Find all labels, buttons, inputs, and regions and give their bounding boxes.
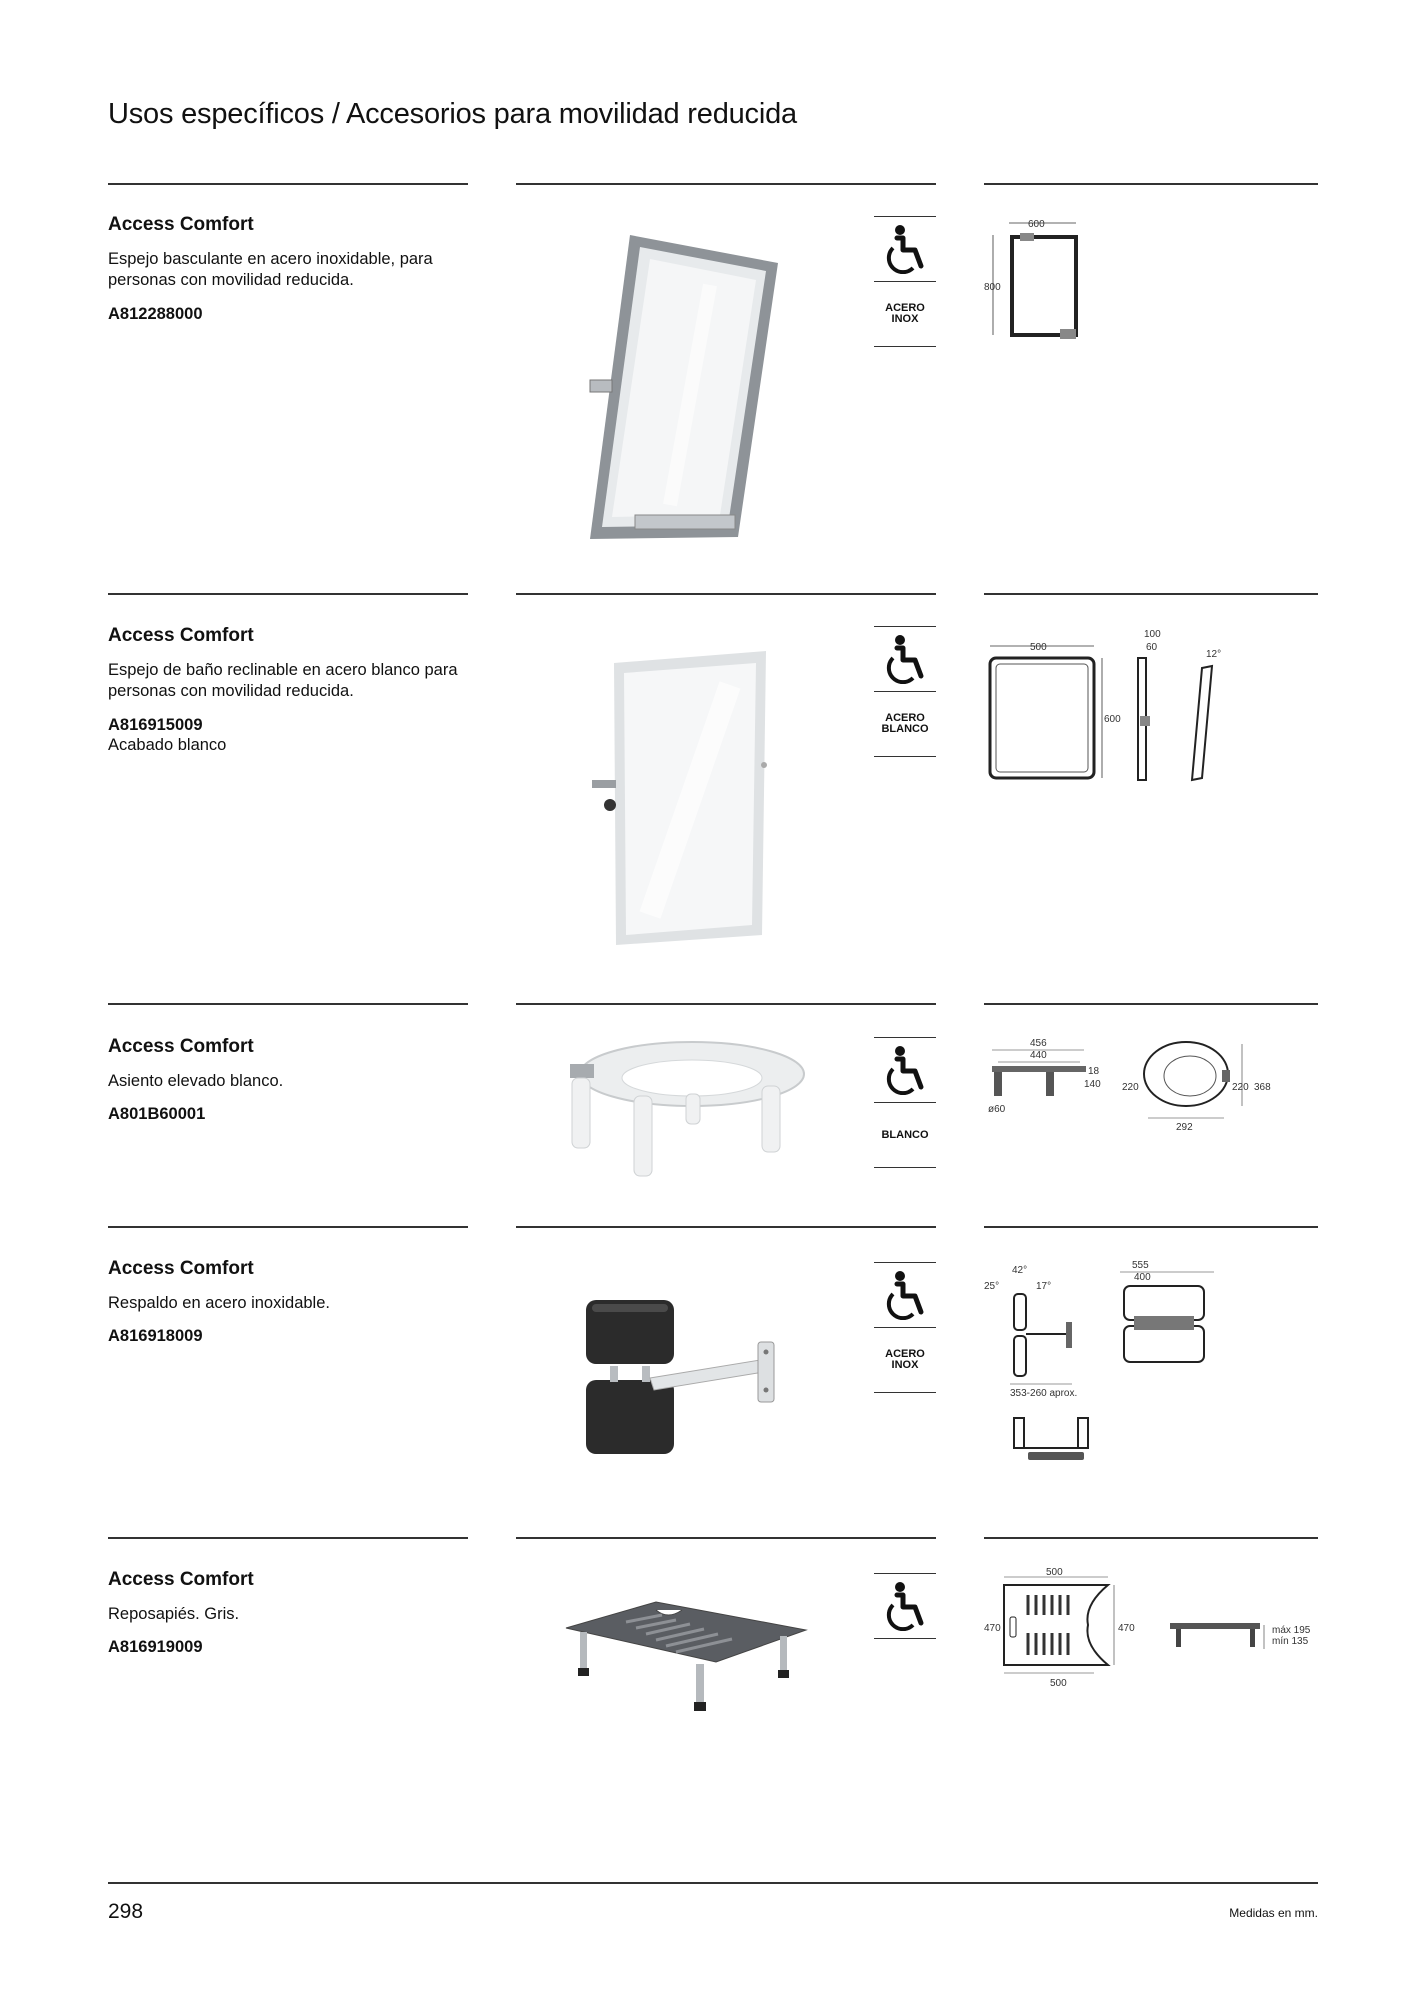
dimension-label: 555: [1132, 1260, 1149, 1271]
technical-drawing: [984, 205, 1104, 350]
product-name: Access Comfort: [108, 1258, 254, 1279]
divider: [108, 1226, 468, 1228]
product-description: Espejo basculante en acero inoxidable, para personas con movilidad reducida.: [108, 250, 433, 289]
material-badge: ACERO INOX: [885, 1348, 925, 1371]
dimension-label: 400: [1134, 1272, 1151, 1283]
dimension-label: 42°: [1012, 1265, 1028, 1276]
dimension-label: 500: [1046, 1567, 1063, 1578]
wheelchair-icon: [874, 1038, 936, 1102]
raised-seat-photo: [562, 1038, 812, 1188]
product-badges: [874, 626, 936, 757]
dimension-label: 800: [984, 282, 1001, 293]
product-badges: [874, 216, 936, 347]
material-badge: ACERO BLANCO: [881, 712, 929, 735]
dimension-label: 600: [1104, 714, 1121, 725]
dimension-label: 12°: [1206, 649, 1222, 660]
divider: [108, 183, 468, 185]
product-name: Access Comfort: [108, 1569, 254, 1590]
dimension-label: máx 195: [1272, 1625, 1311, 1636]
product-name: Access Comfort: [108, 1036, 254, 1057]
material-badge: ACERO INOX: [885, 302, 925, 325]
dimension-label: 17°: [1036, 1281, 1052, 1292]
dimension-label: mín 135: [1272, 1636, 1309, 1647]
dimension-label: 60: [1146, 642, 1158, 653]
dimension-label: 25°: [984, 1281, 1000, 1292]
dimension-label: 456: [1030, 1038, 1047, 1049]
divider: [516, 1226, 936, 1228]
reclining-mirror-photo: [570, 645, 780, 955]
divider: [108, 593, 468, 595]
dimension-label: 220: [1122, 1082, 1139, 1093]
divider: [516, 183, 936, 185]
product-name: Access Comfort: [108, 214, 254, 235]
page-number: 298: [108, 1900, 144, 1923]
divider: [984, 593, 1318, 595]
technical-drawing: [984, 1565, 1314, 1690]
divider: [516, 1537, 936, 1539]
product-code: A816919009: [108, 1638, 203, 1656]
divider: [108, 1537, 468, 1539]
units-note: Medidas en mm.: [1229, 1906, 1318, 1920]
wheelchair-icon: [874, 1263, 936, 1327]
product-description: Espejo de baño reclinable en acero blanco para personas con movilidad reducida.: [108, 661, 458, 700]
dimension-label: 220: [1232, 1082, 1249, 1093]
product-name: Access Comfort: [108, 625, 254, 646]
divider: [984, 1003, 1318, 1005]
technical-drawing: [984, 1034, 1284, 1134]
product-description: Asiento elevado blanco.: [108, 1072, 284, 1090]
dimension-label: 470: [1118, 1623, 1135, 1634]
tilting-mirror-photo: [560, 225, 800, 545]
dimension-label: 140: [1084, 1079, 1101, 1090]
material-badge: BLANCO: [881, 1128, 929, 1141]
technical-drawing: [984, 626, 1254, 796]
dimension-label: 440: [1030, 1050, 1047, 1061]
product-finish: Acabado blanco: [108, 736, 227, 754]
technical-drawing: [984, 1256, 1224, 1478]
page-title: Usos específicos / Accesorios para movilidad reducida: [108, 98, 797, 130]
product-badges: [874, 1262, 936, 1393]
product-description: Reposapiés. Gris.: [108, 1605, 240, 1623]
divider: [516, 1003, 936, 1005]
divider: [108, 1003, 468, 1005]
product-code: A801B60001: [108, 1105, 206, 1123]
dimension-label: ø60: [988, 1104, 1006, 1115]
divider: [984, 1226, 1318, 1228]
dimension-label: 353-260 aprox.: [1010, 1388, 1078, 1399]
dimension-label: 600: [1028, 219, 1045, 230]
wheelchair-icon: [874, 627, 936, 691]
product-badges: [874, 1037, 936, 1168]
backrest-photo: [580, 1290, 790, 1480]
divider: [984, 1537, 1318, 1539]
dimension-label: 368: [1254, 1082, 1271, 1093]
product-badges: [874, 1573, 936, 1639]
footer-divider: [108, 1882, 1318, 1884]
dimension-label: 500: [1050, 1678, 1067, 1689]
dimension-label: 100: [1144, 629, 1161, 640]
wheelchair-icon: [874, 1574, 936, 1638]
product-code: A816918009: [108, 1327, 203, 1345]
product-code: A816915009: [108, 716, 203, 734]
divider: [516, 593, 936, 595]
dimension-label: 500: [1030, 642, 1047, 653]
product-code: A812288000: [108, 305, 203, 323]
dimension-label: 292: [1176, 1122, 1193, 1133]
dimension-label: 470: [984, 1623, 1001, 1634]
wheelchair-icon: [874, 217, 936, 281]
dimension-label: 18: [1088, 1066, 1100, 1077]
footrest-photo: [556, 1598, 816, 1718]
product-description: Respaldo en acero inoxidable.: [108, 1294, 330, 1312]
divider: [984, 183, 1318, 185]
